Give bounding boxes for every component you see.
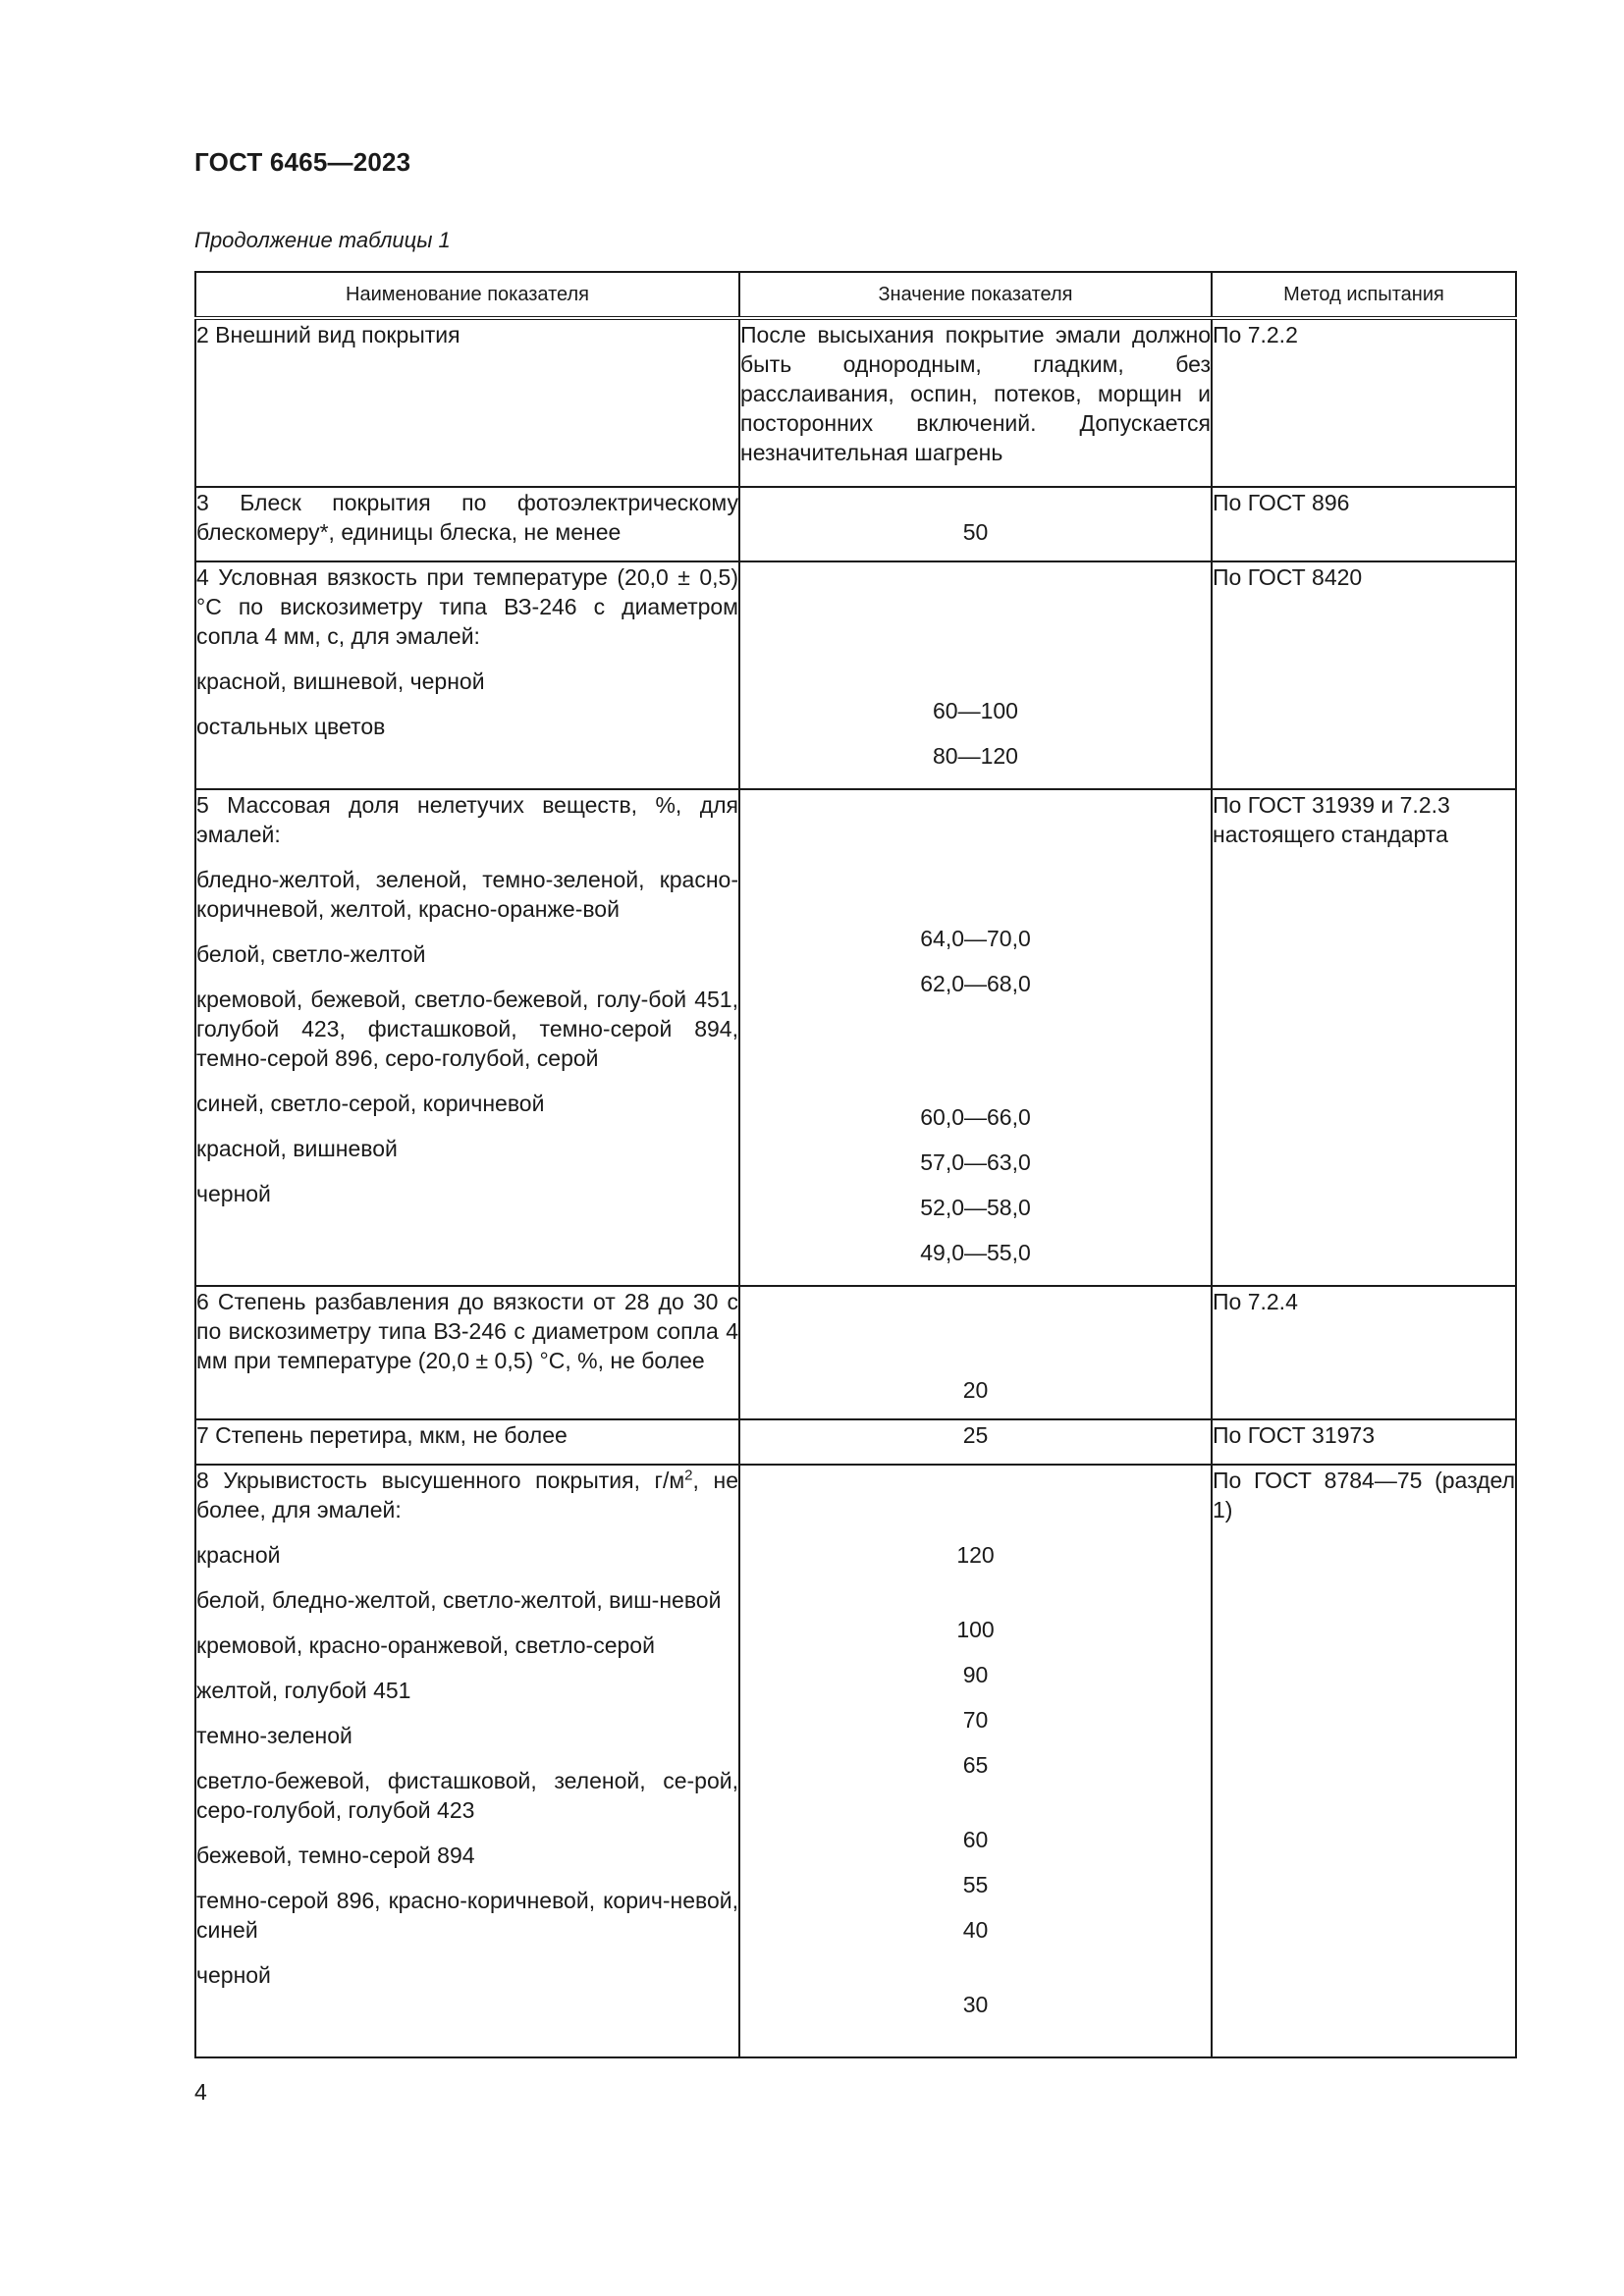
sub-item-label: темно-зеленой <box>196 1723 352 1748</box>
row-method: По ГОСТ 8420 <box>1212 561 1516 789</box>
table-row <box>195 1286 1516 1419</box>
row-name-text: 5 Массовая доля нелетучих веществ, %, для эмалей: <box>196 792 738 847</box>
sub-item-label: кремовой, бежевой, светло-бежевой, голу-бой 451, голубой 423, фисташковой, темно-серой 894, темно-серой 896, серо-голубой, серой <box>196 987 738 1071</box>
sub-item-label: желтой, голубой 451 <box>196 1678 411 1703</box>
sub-item-label: бежевой, темно-серой 894 <box>196 1842 475 1868</box>
sub-item-value: 49,0—55,0 <box>920 1240 1031 1265</box>
table-row <box>195 1419 1516 1465</box>
row-value <box>739 789 1212 1286</box>
document-header: ГОСТ 6465—2023 <box>194 147 411 177</box>
row-value <box>739 1286 1212 1419</box>
sub-item-value: 30 <box>962 1992 989 2017</box>
sub-item-label: красной, вишневой, черной <box>196 668 485 694</box>
row-value <box>739 487 1212 561</box>
table-row <box>195 487 1516 561</box>
row-method: По 7.2.2 <box>1212 318 1516 487</box>
row-method: По ГОСТ 8784—75 (раздел 1) <box>1212 1465 1516 2057</box>
sub-item-value: 80—120 <box>933 743 1018 769</box>
row-name-text: 2 Внешний вид покрытия <box>196 322 460 347</box>
sub-item-value: 60 <box>962 1827 989 1852</box>
sub-item-value: 57,0—63,0 <box>920 1149 1031 1175</box>
row-name <box>195 789 739 1286</box>
sub-item-value: 62,0—68,0 <box>920 971 1031 996</box>
row-method: По ГОСТ 896 <box>1212 487 1516 561</box>
sub-item-label: кремовой, красно-оранжевой, светло-серой <box>196 1632 655 1658</box>
row-value <box>739 1465 1212 2057</box>
row-name <box>195 561 739 789</box>
row-name: 6 Степень разбавления до вязкости от 28 до 30 с по вискозиметру типа ВЗ-246 с диаметром сопла 4 мм при температуре (20,0 ± 0,5) °C, %, не более <box>195 1286 739 1419</box>
row-value-text: 20 <box>962 1377 989 1403</box>
column-header-method: Метод испытания <box>1212 272 1516 318</box>
sub-item-value: 65 <box>962 1752 989 1778</box>
sub-item-value: 60—100 <box>933 698 1018 723</box>
sub-item-value: 55 <box>962 1872 989 1897</box>
row-name-text-part: , не более, для эмалей: <box>196 1468 738 1522</box>
row-name <box>195 318 739 487</box>
sub-item-label: бледно-желтой, зеленой, темно-зеленой, красно-коричневой, желтой, красно-оранже-вой <box>196 867 738 922</box>
row-name: 7 Степень перетира, мкм, не более <box>195 1419 739 1465</box>
sub-item-label: красной, вишневой <box>196 1136 398 1161</box>
table-row <box>195 789 1516 1286</box>
row-name-text-part: 8 Укрывистость высушенного покрытия, г/м <box>196 1468 685 1493</box>
row-method: По ГОСТ 31973 <box>1212 1419 1516 1465</box>
sub-item-label: черной <box>196 1181 271 1206</box>
sub-item-label: синей, светло-серой, коричневой <box>196 1091 545 1116</box>
table-row <box>195 561 1516 789</box>
row-method: По ГОСТ 31939 и 7.2.3 настоящего стандарта <box>1212 789 1516 1286</box>
table-row <box>195 1465 1516 2057</box>
sub-item-label: белой, бледно-желтой, светло-желтой, виш-невой <box>196 1587 722 1613</box>
column-header-value: Значение показателя <box>739 272 1212 318</box>
table-row <box>195 318 1516 487</box>
row-value <box>739 561 1212 789</box>
sub-item-value: 90 <box>962 1662 989 1687</box>
sub-item-value: 52,0—58,0 <box>920 1195 1031 1220</box>
sub-item-label: красной <box>196 1542 281 1568</box>
sub-item-value: 60,0—66,0 <box>920 1104 1031 1130</box>
row-name-text: 4 Условная вязкость при температуре (20,0 ± 0,5) °C по вискозиметру типа ВЗ-246 с диаметром сопла 4 мм, с, для эмалей: <box>196 564 738 649</box>
row-value: После высыхания покрытие эмали должно быть однородным, гладким, без расслаивания, оспин, потеков, морщин и посторонних включений. Допускается незначительная шагрень <box>739 318 1212 487</box>
sub-item-value: 70 <box>962 1707 989 1733</box>
table-caption: Продолжение таблицы 1 <box>194 228 451 252</box>
row-name: 3 Блеск покрытия по фотоэлектрическому блескомеру*, единицы блеска, не менее <box>195 487 739 561</box>
row-value-text: 50 <box>962 519 989 545</box>
sub-item-value: 120 <box>956 1542 995 1568</box>
row-value: 25 <box>739 1419 1212 1465</box>
sub-item-value: 40 <box>962 1917 989 1943</box>
sub-item-value: 64,0—70,0 <box>920 926 1031 951</box>
column-header-name: Наименование показателя <box>195 272 739 318</box>
table-header-row <box>195 272 1516 318</box>
sub-item-label: черной <box>196 1962 271 1988</box>
row-method: По 7.2.4 <box>1212 1286 1516 1419</box>
spec-table <box>194 271 1517 2058</box>
table-container <box>194 271 1515 2058</box>
sub-item-label: темно-серой 896, красно-коричневой, корич-невой, синей <box>196 1888 738 1943</box>
row-name <box>195 1465 739 2057</box>
sub-item-label: белой, светло-желтой <box>196 941 426 967</box>
superscript: 2 <box>684 1467 693 1484</box>
row-name-text <box>196 1466 738 1524</box>
sub-item-label: светло-бежевой, фисташковой, зеленой, се-рой, серо-голубой, голубой 423 <box>196 1768 738 1823</box>
sub-item-label: остальных цветов <box>196 714 386 739</box>
page-number: 4 <box>194 2079 207 2105</box>
sub-item-value: 100 <box>956 1617 995 1642</box>
